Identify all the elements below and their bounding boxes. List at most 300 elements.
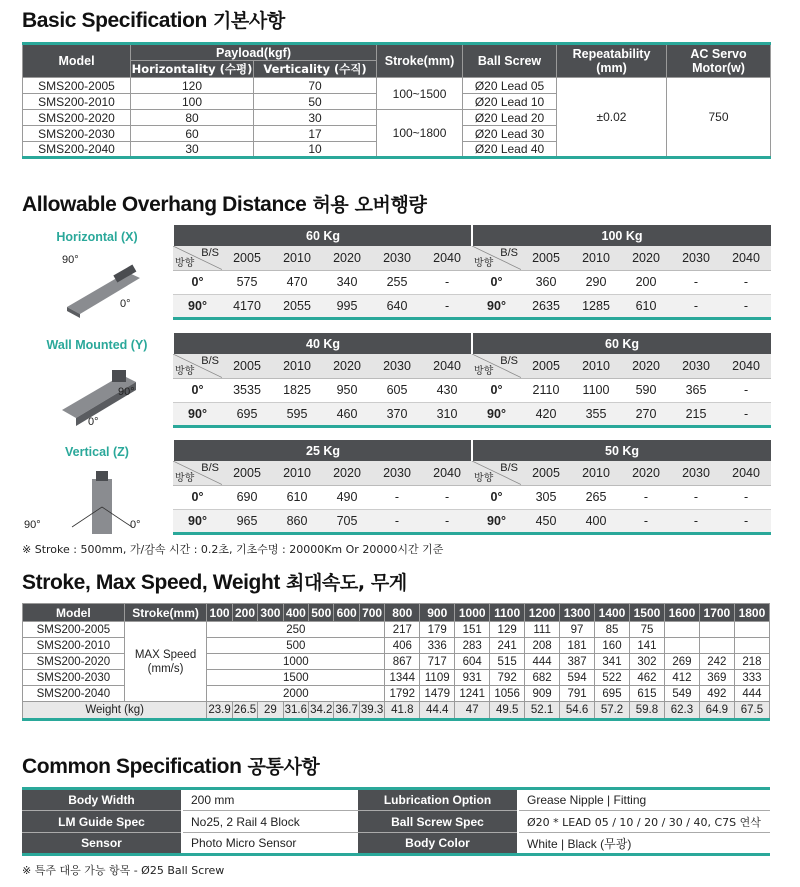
bs-label: B/S — [201, 462, 219, 474]
overhang-table — [471, 333, 771, 428]
speed-cell: 909 — [525, 686, 560, 702]
value-cell: - — [422, 270, 472, 294]
speed-cell: 615 — [629, 686, 664, 702]
table-row — [173, 402, 472, 426]
model-cell: SMS200-2040 — [23, 142, 131, 158]
v-cell: 30 — [254, 110, 377, 126]
common-note: ※ 특주 대응 가능 항목 - Ø25 Ball Screw — [22, 864, 225, 877]
model-cell: SMS200-2005 — [23, 622, 125, 638]
basic-spec-table — [22, 42, 771, 159]
model-col-header: 2010 — [571, 246, 621, 270]
model-col-header: 2040 — [422, 354, 472, 378]
value-cell: 4170 — [222, 294, 272, 318]
weight-cell: 62.3 — [664, 702, 699, 720]
table-row — [173, 294, 472, 318]
bs-label: B/S — [500, 462, 518, 474]
h-cell: 100 — [131, 94, 254, 110]
speed-cell: 241 — [490, 638, 525, 654]
value-cell: 470 — [272, 270, 322, 294]
angle-cell: 90° — [173, 402, 222, 426]
repeatability-cell: ±0.02 — [557, 78, 667, 158]
col-verticality: Verticality (수직) — [254, 61, 377, 78]
title-ko: 최대속도, 무게 — [286, 572, 407, 594]
col-model: Model — [23, 604, 125, 622]
value-cell: 430 — [422, 378, 472, 402]
direction-label: 방향 — [175, 257, 195, 269]
col-ac-servo: AC Servo Motor(w) — [667, 44, 771, 78]
common-table — [22, 787, 770, 856]
bs-label: B/S — [500, 247, 518, 259]
h-cell: 120 — [131, 78, 254, 94]
stroke-col-header: 100 — [207, 604, 232, 622]
stroke-col-header: 700 — [359, 604, 384, 622]
overhang-table — [471, 440, 771, 535]
angle-cell: 0° — [472, 270, 521, 294]
table-row — [23, 622, 770, 638]
table-row — [472, 270, 771, 294]
speed-cell: 387 — [560, 654, 595, 670]
speed-cell: 1792 — [385, 686, 420, 702]
stroke-col-header: 300 — [258, 604, 283, 622]
common-title — [22, 752, 319, 779]
col-repeatability: Repeatability (mm) — [557, 44, 667, 78]
value-cell: - — [721, 485, 771, 509]
bs-direction-cell — [472, 461, 521, 485]
ball-cell: Ø20 Lead 10 — [463, 94, 557, 110]
title-en: Allowable Overhang Distance — [22, 193, 307, 216]
value-cell: 265 — [571, 485, 621, 509]
bs-direction-cell — [173, 354, 222, 378]
weight-cell: 49.5 — [490, 702, 525, 720]
direction-label: 방향 — [474, 257, 494, 269]
group-title: Vertical (Z) — [65, 445, 129, 459]
angle-cell: 0° — [173, 485, 222, 509]
stroke-col-header: 1400 — [595, 604, 630, 622]
speed-cell: 302 — [629, 654, 664, 670]
value-cell: 705 — [322, 509, 372, 533]
spec-value: Grease Nipple | Fitting — [518, 789, 770, 811]
weight-cell: 47 — [455, 702, 490, 720]
value-cell: - — [621, 485, 671, 509]
title-ko: 허용 오버행량 — [312, 194, 427, 216]
speed-cell: 129 — [490, 622, 525, 638]
stroke-col-header: 500 — [309, 604, 334, 622]
speed-cell: 85 — [595, 622, 630, 638]
value-cell: 360 — [521, 270, 571, 294]
stroke-col-header: 1600 — [664, 604, 699, 622]
value-cell: 270 — [621, 402, 671, 426]
stroke-col-header: 1500 — [629, 604, 664, 622]
value-cell: 255 — [372, 270, 422, 294]
spec-key: Ball Screw Spec — [358, 811, 518, 833]
col-payload: Payload(kgf) — [131, 44, 377, 61]
col-model: Model — [23, 44, 131, 78]
speed-cell: 181 — [560, 638, 595, 654]
speed-cell: 515 — [490, 654, 525, 670]
stroke-col-header: 1100 — [490, 604, 525, 622]
model-col-header: 2040 — [721, 246, 771, 270]
model-col-header: 2010 — [272, 354, 322, 378]
speed-cell: 594 — [560, 670, 595, 686]
model-cell: SMS200-2030 — [23, 126, 131, 142]
stroke-col-header: 200 — [232, 604, 257, 622]
value-cell: 595 — [272, 402, 322, 426]
model-col-header: 2020 — [322, 246, 372, 270]
value-cell: 2635 — [521, 294, 571, 318]
stroke-col-header: 1200 — [525, 604, 560, 622]
angle-label: 90° — [62, 254, 79, 266]
angle-cell: 0° — [173, 270, 222, 294]
speed-cell: 1344 — [385, 670, 420, 686]
col-ball-screw: Ball Screw — [463, 44, 557, 78]
value-cell: 355 — [571, 402, 621, 426]
stroke-col-header: 1800 — [734, 604, 769, 622]
model-cell: SMS200-2020 — [23, 110, 131, 126]
value-cell: 365 — [671, 378, 721, 402]
ac-servo-cell: 750 — [667, 78, 771, 158]
angle-cell: 0° — [472, 378, 521, 402]
overhang-group-label — [22, 338, 172, 438]
value-cell: - — [422, 509, 472, 533]
value-cell: - — [721, 509, 771, 533]
value-cell: - — [422, 485, 472, 509]
speed-cell: 462 — [629, 670, 664, 686]
spec-value: 200 mm — [182, 789, 358, 811]
value-cell: - — [671, 270, 721, 294]
speed-cell — [699, 622, 734, 638]
direction-label: 방향 — [175, 472, 195, 484]
angle-label: 0° — [88, 416, 99, 428]
value-cell: 2055 — [272, 294, 322, 318]
model-col-header: 2040 — [721, 354, 771, 378]
speed-cell: 406 — [385, 638, 420, 654]
speed-base-cell: 2000 — [207, 686, 385, 702]
speed-cell: 217 — [385, 622, 420, 638]
stroke-col-header: 1700 — [699, 604, 734, 622]
bs-label: B/S — [500, 355, 518, 367]
model-col-header: 2010 — [272, 461, 322, 485]
model-col-header: 2040 — [422, 461, 472, 485]
value-cell: - — [721, 378, 771, 402]
weight-cell: 26.5 — [232, 702, 257, 720]
title-en: Basic Specification — [22, 9, 207, 32]
value-cell: 695 — [222, 402, 272, 426]
angle-cell: 90° — [173, 294, 222, 318]
weight-cell: 39.3 — [359, 702, 384, 720]
spec-value: No25, 2 Rail 4 Block — [182, 811, 358, 833]
model-col-header: 2005 — [521, 461, 571, 485]
model-cell: SMS200-2010 — [23, 638, 125, 654]
weight-cell: 29 — [258, 702, 283, 720]
weight-cell: 64.9 — [699, 702, 734, 720]
value-cell: 215 — [671, 402, 721, 426]
value-cell: 370 — [372, 402, 422, 426]
ball-cell: Ø20 Lead 30 — [463, 126, 557, 142]
stroke-cell: 100~1500 — [377, 78, 463, 110]
group-title: Horizontal (X) — [56, 230, 138, 244]
stroke-col-header: 800 — [385, 604, 420, 622]
angle-label: 90° — [24, 519, 41, 531]
value-cell: - — [422, 294, 472, 318]
model-col-header: 2005 — [222, 354, 272, 378]
speed-cell: 1241 — [455, 686, 490, 702]
table-row — [472, 485, 771, 509]
col-horizontality: Horizontality (수평) — [131, 62, 253, 76]
value-cell: 450 — [521, 509, 571, 533]
spec-key: Lubrication Option — [358, 789, 518, 811]
model-col-header: 2030 — [372, 461, 422, 485]
kg-header: 100 Kg — [472, 225, 771, 246]
value-cell: 460 — [322, 402, 372, 426]
weight-cell: 54.6 — [560, 702, 595, 720]
direction-label: 방향 — [175, 365, 195, 377]
stroke-cell: 100~1800 — [377, 110, 463, 158]
speed-cell: 218 — [734, 654, 769, 670]
overhang-group-label — [22, 445, 172, 545]
value-cell: 1100 — [571, 378, 621, 402]
table-row — [173, 485, 472, 509]
speed-base-cell: 250 — [207, 622, 385, 638]
speed-cell: 522 — [595, 670, 630, 686]
speed-cell — [664, 622, 699, 638]
model-col-header: 2005 — [521, 354, 571, 378]
value-cell: 420 — [521, 402, 571, 426]
h-cell: 80 — [131, 110, 254, 126]
angle-cell: 90° — [472, 509, 521, 533]
kg-header: 40 Kg — [173, 333, 472, 354]
angle-label: 0° — [120, 298, 131, 310]
value-cell: 995 — [322, 294, 372, 318]
v-cell: 50 — [254, 94, 377, 110]
stroke-col-header: 1000 — [455, 604, 490, 622]
value-cell: 1825 — [272, 378, 322, 402]
angle-cell: 90° — [173, 509, 222, 533]
model-col-header: 2010 — [272, 246, 322, 270]
table-row — [173, 270, 472, 294]
value-cell: 490 — [322, 485, 372, 509]
model-cell: SMS200-2010 — [23, 94, 131, 110]
value-cell: - — [372, 485, 422, 509]
overhang-table — [471, 225, 771, 320]
spec-key: LM Guide Spec — [22, 811, 182, 833]
basic-spec-title — [22, 6, 285, 33]
weight-cell: 36.7 — [334, 702, 359, 720]
model-col-header: 2005 — [521, 246, 571, 270]
overhang-table — [172, 225, 472, 320]
value-cell: 305 — [521, 485, 571, 509]
overhang-group-label — [22, 230, 172, 330]
model-col-header: 2040 — [721, 461, 771, 485]
kg-header: 60 Kg — [472, 333, 771, 354]
ball-cell: Ø20 Lead 40 — [463, 142, 557, 158]
speed-cell — [734, 638, 769, 654]
speed-cell: 1479 — [420, 686, 455, 702]
speed-cell: 792 — [490, 670, 525, 686]
h-cell: 60 — [131, 126, 254, 142]
value-cell: - — [671, 485, 721, 509]
speed-cell: 160 — [595, 638, 630, 654]
model-cell: SMS200-2020 — [23, 654, 125, 670]
speed-cell: 208 — [525, 638, 560, 654]
direction-label: 방향 — [474, 365, 494, 377]
table-row — [22, 833, 770, 855]
angle-cell: 90° — [472, 294, 521, 318]
bs-label: B/S — [201, 355, 219, 367]
kg-header: 60 Kg — [173, 225, 472, 246]
value-cell: 2110 — [521, 378, 571, 402]
speed-cell: 1056 — [490, 686, 525, 702]
table-row — [173, 378, 472, 402]
value-cell: 640 — [372, 294, 422, 318]
v-cell: 10 — [254, 142, 377, 158]
spec-key: Body Width — [22, 789, 182, 811]
model-col-header: 2040 — [422, 246, 472, 270]
value-cell: 950 — [322, 378, 372, 402]
model-cell: SMS200-2005 — [23, 78, 131, 94]
overhang-title — [22, 190, 426, 217]
angle-cell: 90° — [472, 402, 521, 426]
speed-cell: 269 — [664, 654, 699, 670]
kg-header: 50 Kg — [472, 440, 771, 461]
speed-cell: 412 — [664, 670, 699, 686]
title-ko: 기본사항 — [212, 10, 285, 32]
value-cell: - — [721, 270, 771, 294]
value-cell: 400 — [571, 509, 621, 533]
value-cell: - — [372, 509, 422, 533]
ball-cell: Ø20 Lead 20 — [463, 110, 557, 126]
spec-key: Body Color — [358, 833, 518, 855]
stroke-col-header: 1300 — [560, 604, 595, 622]
actuator-illustration — [52, 360, 152, 430]
table-row — [22, 789, 770, 811]
table-row — [472, 509, 771, 533]
model-col-header: 2005 — [222, 246, 272, 270]
speed-cell: 1109 — [420, 670, 455, 686]
weight-cell: 57.2 — [595, 702, 630, 720]
group-title: Wall Mounted (Y) — [46, 338, 148, 352]
speed-cell — [664, 638, 699, 654]
model-col-header: 2030 — [372, 246, 422, 270]
table-row — [173, 509, 472, 533]
speed-cell: 242 — [699, 654, 734, 670]
speed-cell: 341 — [595, 654, 630, 670]
value-cell: - — [621, 509, 671, 533]
speed-cell: 682 — [525, 670, 560, 686]
h-cell: 30 — [131, 142, 254, 158]
overhang-note: ※ Stroke : 500mm, 가/감속 시간 : 0.2초, 기초수명 : 20000Km Or 20000시간 기준 — [22, 543, 444, 556]
title-en: Common Specification — [22, 755, 242, 778]
spec-value: Ø20 * LEAD 05 / 10 / 20 / 30 / 40, C7S 연삭 — [518, 811, 770, 833]
value-cell: 200 — [621, 270, 671, 294]
title-en: Stroke, Max Speed, Weight — [22, 571, 281, 594]
model-col-header: 2020 — [322, 461, 372, 485]
speed-cell: 141 — [629, 638, 664, 654]
table-row — [22, 811, 770, 833]
speed-title — [22, 568, 407, 595]
overhang-table — [172, 333, 472, 428]
value-cell: 605 — [372, 378, 422, 402]
speed-cell: 604 — [455, 654, 490, 670]
value-cell: - — [671, 294, 721, 318]
value-cell: 610 — [621, 294, 671, 318]
weight-cell: 31.6 — [283, 702, 308, 720]
speed-cell — [734, 622, 769, 638]
col-stroke: Stroke(mm) — [124, 604, 207, 622]
speed-cell: 111 — [525, 622, 560, 638]
speed-cell: 75 — [629, 622, 664, 638]
value-cell: 590 — [621, 378, 671, 402]
value-cell: 965 — [222, 509, 272, 533]
spec-value: Photo Micro Sensor — [182, 833, 358, 855]
v-cell: 17 — [254, 126, 377, 142]
table-row — [472, 402, 771, 426]
speed-cell: 717 — [420, 654, 455, 670]
model-col-header: 2020 — [322, 354, 372, 378]
speed-cell: 444 — [525, 654, 560, 670]
model-col-header: 2030 — [671, 461, 721, 485]
bs-direction-cell — [472, 246, 521, 270]
model-col-header: 2030 — [671, 354, 721, 378]
table-row — [472, 378, 771, 402]
weight-cell: 34.2 — [309, 702, 334, 720]
col-stroke: Stroke(mm) — [377, 44, 463, 78]
model-cell: SMS200-2030 — [23, 670, 125, 686]
stroke-col-header: 400 — [283, 604, 308, 622]
value-cell: - — [721, 402, 771, 426]
model-col-header: 2010 — [571, 461, 621, 485]
weight-cell: 59.8 — [629, 702, 664, 720]
bs-direction-cell — [472, 354, 521, 378]
speed-cell: 336 — [420, 638, 455, 654]
speed-cell: 549 — [664, 686, 699, 702]
weight-cell: 52.1 — [525, 702, 560, 720]
speed-cell: 492 — [699, 686, 734, 702]
model-col-header: 2030 — [671, 246, 721, 270]
table-row — [472, 294, 771, 318]
angle-label: 0° — [130, 519, 141, 531]
speed-base-cell: 500 — [207, 638, 385, 654]
speed-cell — [699, 638, 734, 654]
angle-cell: 0° — [173, 378, 222, 402]
speed-cell: 333 — [734, 670, 769, 686]
value-cell: 310 — [422, 402, 472, 426]
weight-cell: 23.9 — [207, 702, 232, 720]
value-cell: 610 — [272, 485, 322, 509]
max-speed-label: MAX Speed (mm/s) — [124, 622, 207, 702]
model-col-header: 2030 — [372, 354, 422, 378]
speed-cell: 867 — [385, 654, 420, 670]
angle-cell: 0° — [472, 485, 521, 509]
model-col-header: 2005 — [222, 461, 272, 485]
speed-cell: 791 — [560, 686, 595, 702]
value-cell: 290 — [571, 270, 621, 294]
v-cell: 70 — [254, 78, 377, 94]
table-row — [23, 78, 771, 94]
weight-cell: 67.5 — [734, 702, 769, 720]
value-cell: - — [671, 509, 721, 533]
direction-label: 방향 — [474, 472, 494, 484]
model-col-header: 2020 — [621, 246, 671, 270]
value-cell: 1285 — [571, 294, 621, 318]
bs-direction-cell — [173, 246, 222, 270]
value-cell: 340 — [322, 270, 372, 294]
value-cell: 575 — [222, 270, 272, 294]
speed-cell: 283 — [455, 638, 490, 654]
speed-cell: 369 — [699, 670, 734, 686]
spec-key: Sensor — [22, 833, 182, 855]
ball-cell: Ø20 Lead 05 — [463, 78, 557, 94]
value-cell: 860 — [272, 509, 322, 533]
